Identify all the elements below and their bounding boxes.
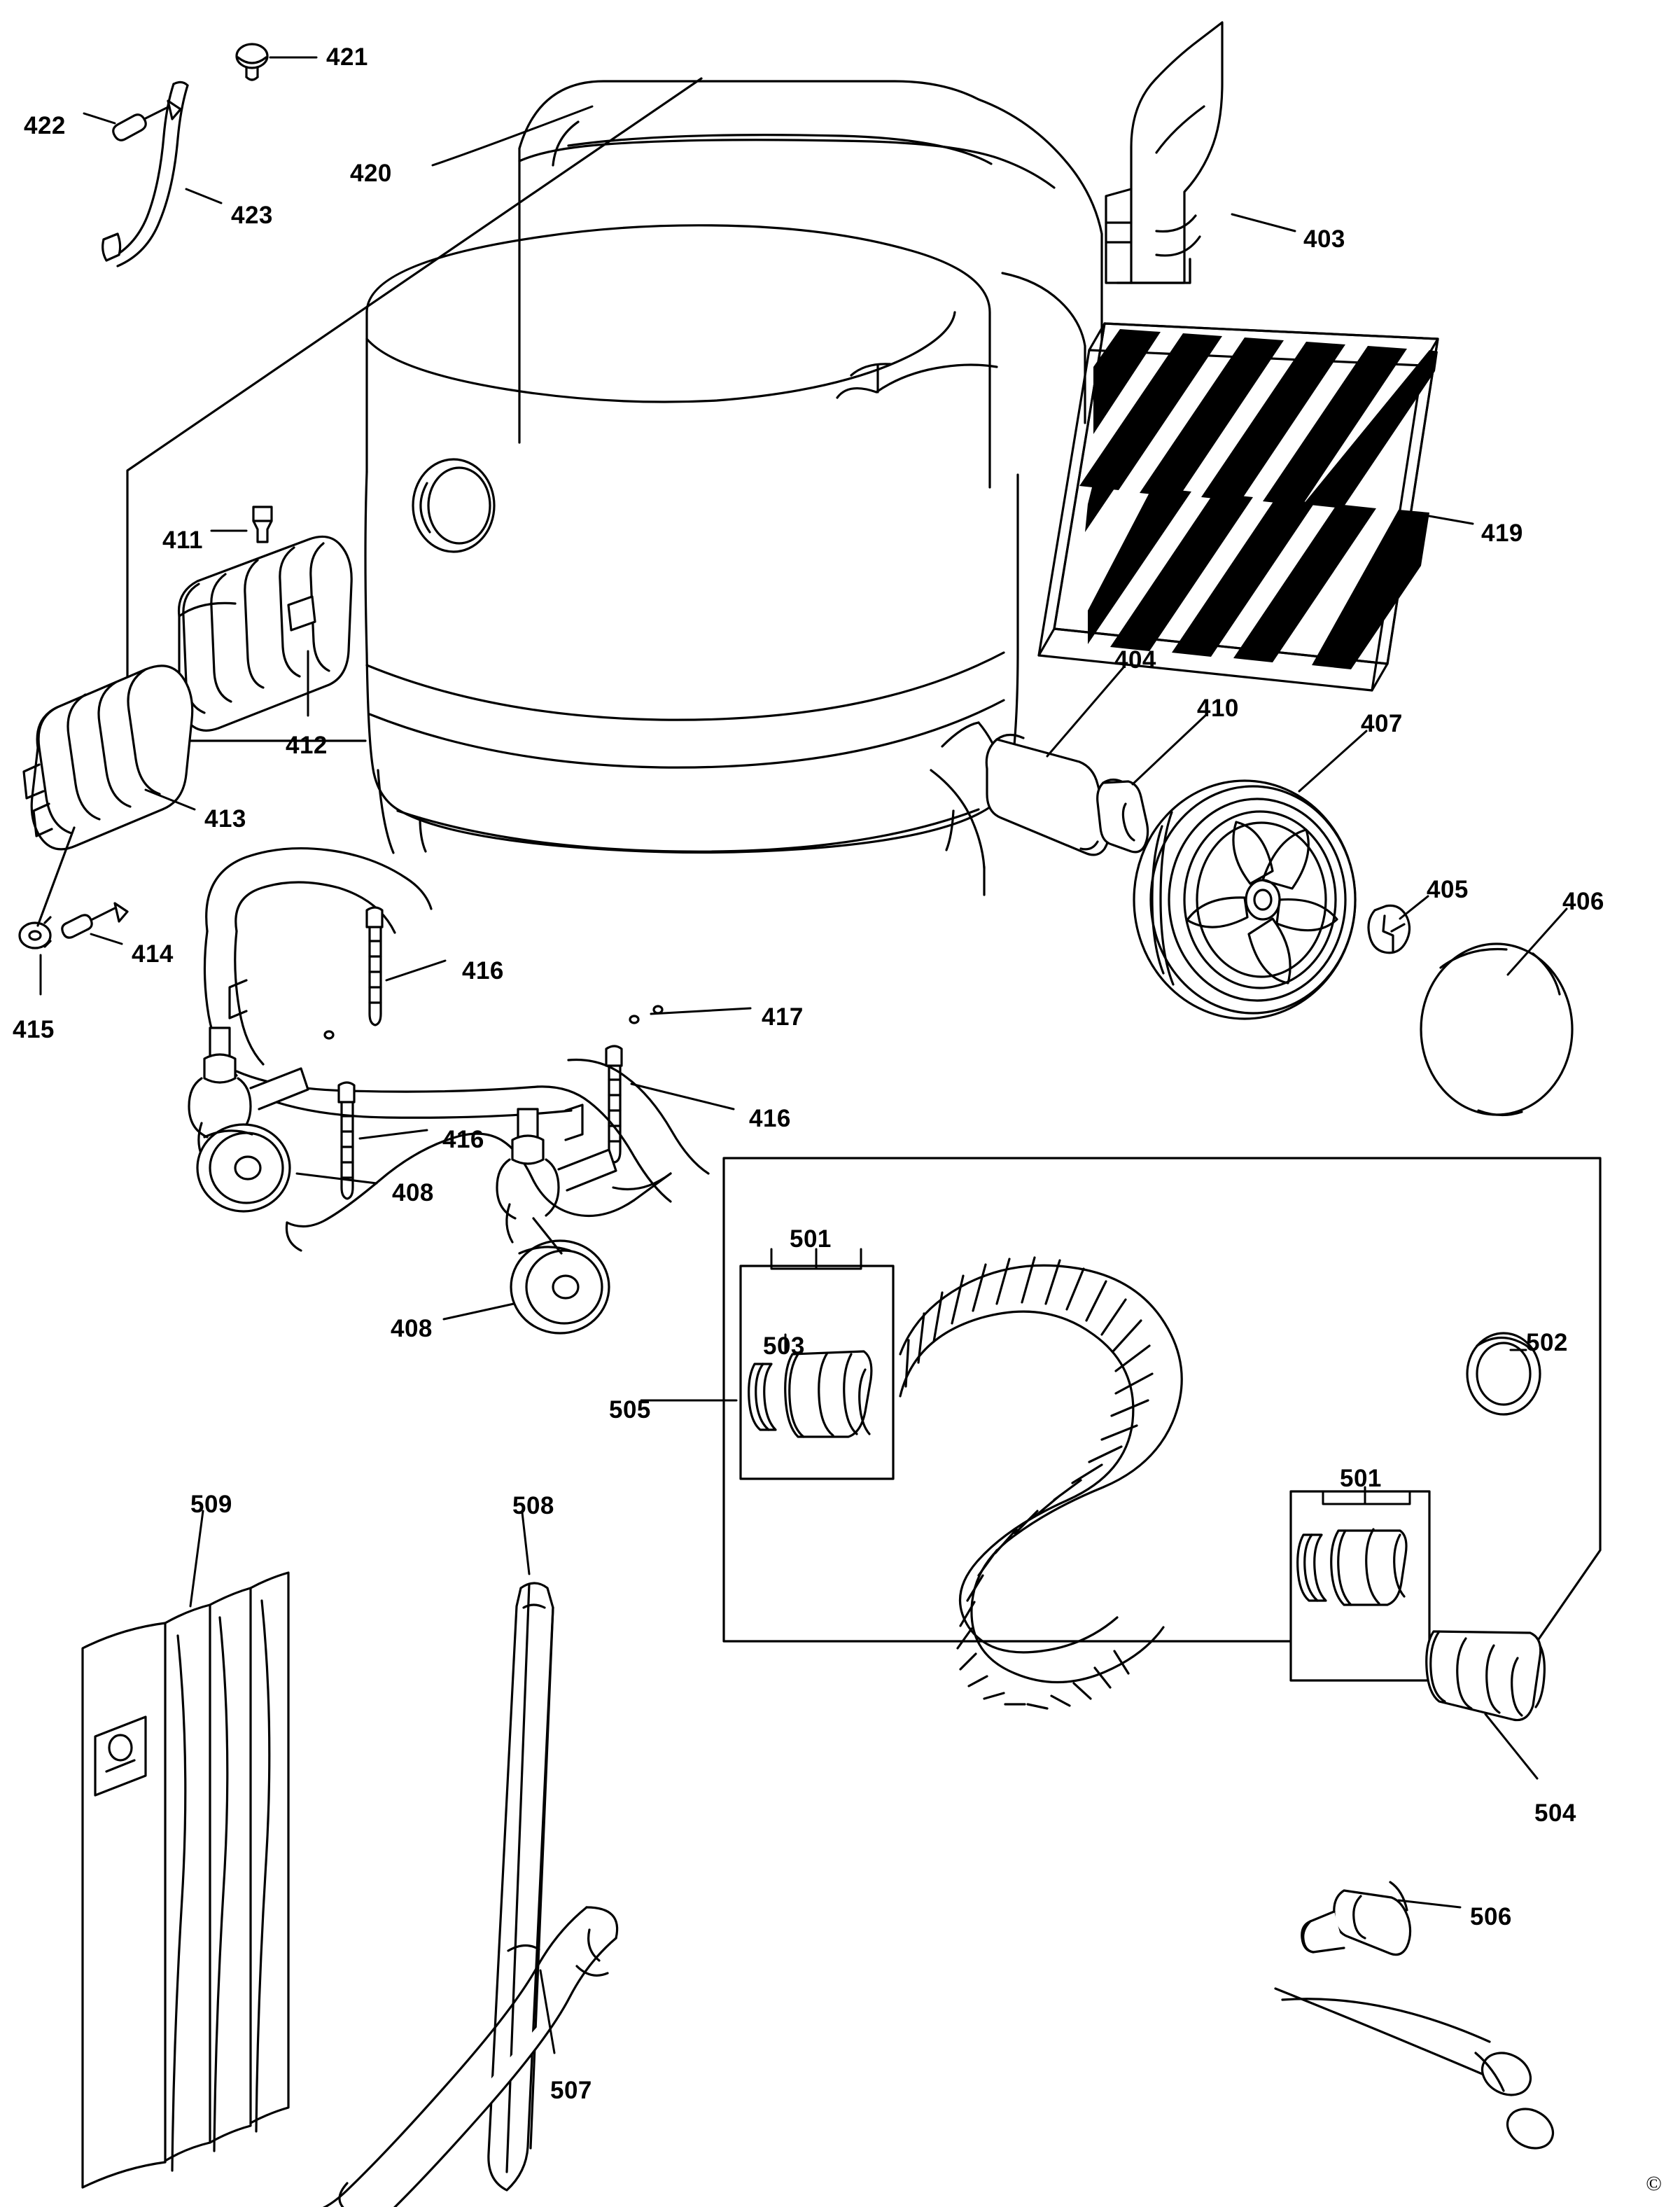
part-416-screw-right — [606, 1046, 622, 1162]
part-414-screw — [62, 903, 127, 938]
part-411-pin — [253, 507, 272, 542]
copyright-mark: © — [1646, 2172, 1662, 2195]
callout-506: 506 — [1470, 1903, 1512, 1930]
part-406-cap — [1421, 944, 1572, 1115]
callout-501-upper: 501 — [790, 1225, 832, 1253]
callout-416-left: 416 — [442, 1126, 484, 1153]
callout-419: 419 — [1481, 520, 1523, 547]
callout-508: 508 — [512, 1492, 554, 1519]
part-416-screw-top — [367, 907, 382, 1025]
part-410-bush — [1098, 779, 1148, 851]
callout-503: 503 — [763, 1332, 805, 1360]
callout-415: 415 — [13, 1016, 55, 1043]
callout-507: 507 — [550, 2077, 592, 2104]
callout-423: 423 — [231, 202, 273, 229]
part-408-caster-upper — [189, 1028, 308, 1211]
part-408-caster-lower — [497, 1109, 616, 1333]
callout-504: 504 — [1534, 1799, 1576, 1827]
part-419-label — [1039, 323, 1438, 690]
part-404-axle — [986, 734, 1109, 854]
callout-416-top: 416 — [462, 957, 504, 984]
callout-405: 405 — [1427, 876, 1469, 903]
part-508-crevice-tool — [489, 1583, 553, 2190]
callout-416-right: 416 — [749, 1105, 791, 1132]
callout-501-lower: 501 — [1340, 1465, 1382, 1492]
callout-420: 420 — [350, 160, 392, 187]
part-407-wheel — [1134, 781, 1355, 1019]
callout-509: 509 — [190, 1491, 232, 1518]
part-506-nozzle-tool — [1275, 1882, 1560, 2156]
callout-408-lower: 408 — [391, 1315, 433, 1342]
callout-403: 403 — [1303, 225, 1345, 253]
part-504-adaptor — [1427, 1631, 1545, 1720]
part-421-knob — [237, 44, 267, 80]
callout-406: 406 — [1562, 888, 1604, 915]
part-501-connector-upper — [785, 1351, 872, 1437]
callout-412: 412 — [286, 732, 328, 759]
callout-417: 417 — [762, 1003, 804, 1031]
part-403-holder — [1106, 22, 1222, 283]
callout-407: 407 — [1361, 710, 1403, 737]
callout-505: 505 — [609, 1396, 651, 1423]
part-507-wand — [314, 1907, 617, 2207]
callout-411: 411 — [162, 527, 203, 554]
callout-502: 502 — [1526, 1329, 1568, 1356]
callout-414: 414 — [132, 940, 174, 968]
callout-410: 410 — [1197, 695, 1239, 722]
part-501-connector-lower — [1298, 1529, 1406, 1605]
callout-421: 421 — [326, 43, 368, 71]
callout-404: 404 — [1114, 646, 1156, 674]
callout-422: 422 — [24, 112, 66, 139]
part-413-ring — [24, 666, 192, 849]
part-422-screw — [113, 101, 181, 140]
callout-408-upper: 408 — [392, 1179, 434, 1206]
callout-413: 413 — [204, 805, 246, 833]
part-412-inlet — [178, 536, 351, 730]
part-405-clip — [1368, 905, 1410, 952]
part-509-bags — [83, 1573, 288, 2187]
